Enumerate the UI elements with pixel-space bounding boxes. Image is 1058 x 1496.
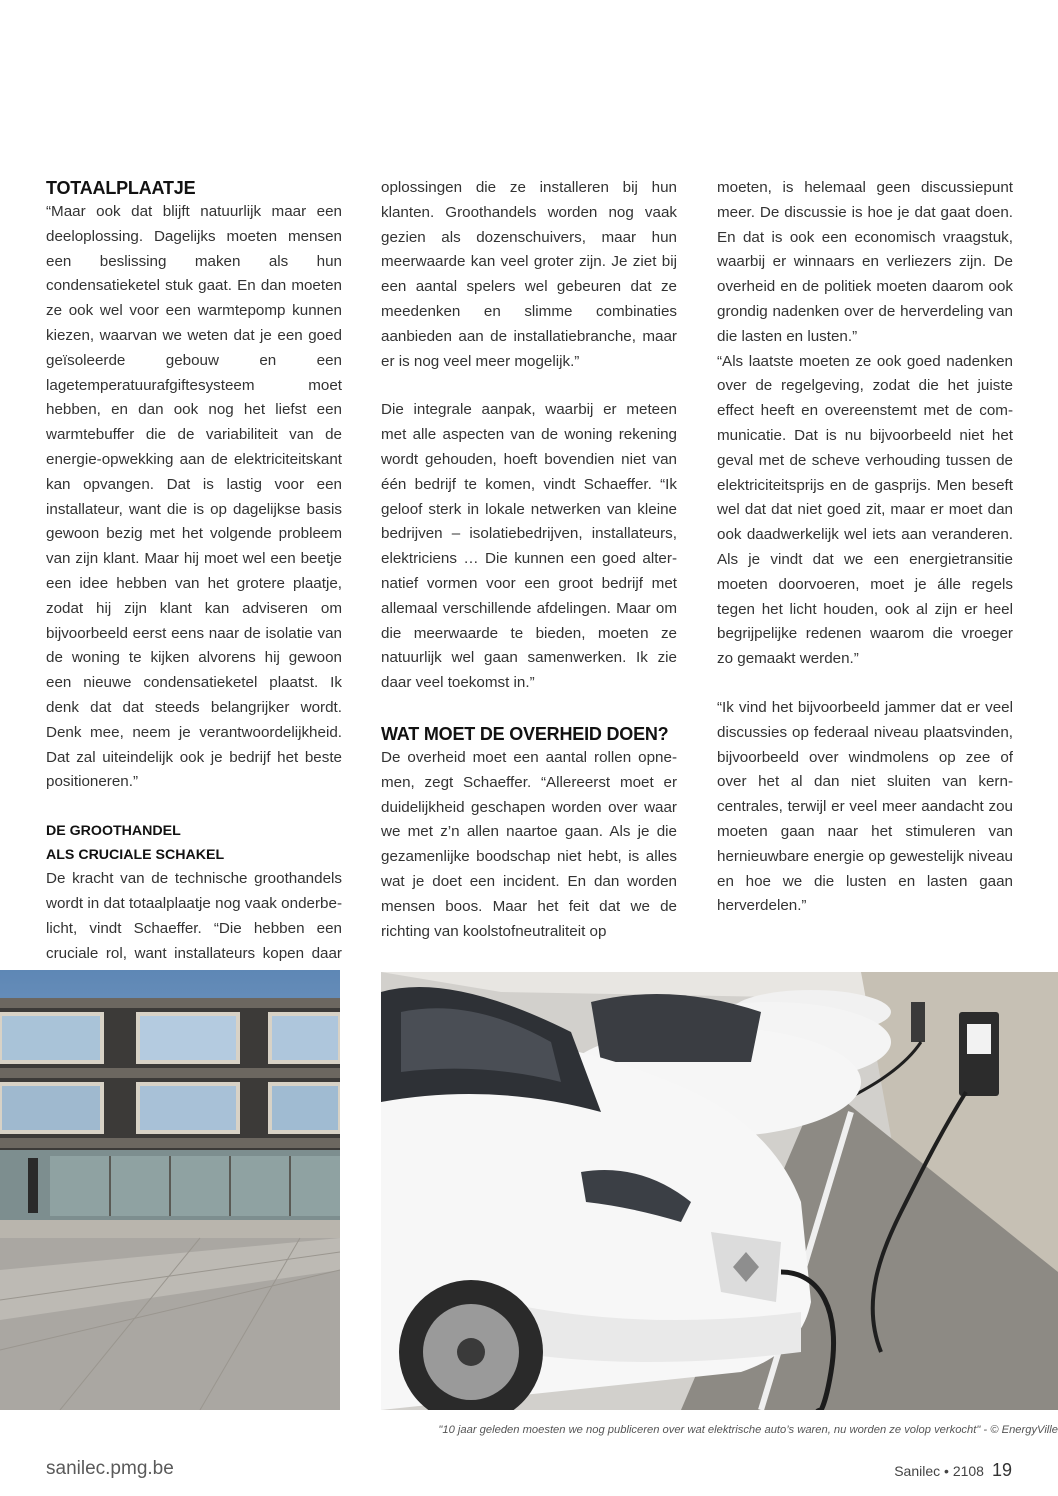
paragraph: “Als laatste moeten ze ook goed nadenken over de regelgeving, zodat die het juiste effect heeft en overeenstemt met de communicatie. Dat is nu bijvoorbeeld niet het geval met de scheve verhouding tussen de elektriciteitsprijs en de gasprijs. Men beseft wel dat dat niet goed zit, maar er moet dan ook daadwerkelijk wel iets aan veranderen. Als je vindt dat we een energietransitie moeten doorvoeren, moet je álle regels tegen het licht houden, ook al zijn er heel begrijpelijke redenen waarom die vroeger zo gemaakt werden.” <box>717 352 1013 668</box>
page-number: 19 <box>991 1460 1012 1480</box>
heading-overheid: WAT MOET DE OVERHEID DOEN? <box>381 723 669 744</box>
heading-totaalplaatje: TOTAALPLAATJE <box>46 178 196 198</box>
paragraph: Die integrale aanpak, waarbij er meteen met alle aspecten van de woning rekening wordt gehouden, hoeft bovendien niet van één bedrijf te komen, vindt Schaeffer. “Ik geloof sterk in lokale netwerken van kleine bedrijven – isolatiebedrijven, installateurs, elektriciens … Die kunnen een goed alternatief vormen voor een groot bedrijf met allemaal verschillende afdelingen. Maar om die meerwaarde te bieden, moeten ze natuurlijk wel gaan samenwerken. Ik zie daar veel toekomst in.” <box>381 401 677 692</box>
subheading-groothandel-2: ALS CRUCIALE SCHAKEL <box>46 847 225 864</box>
column-1 <box>46 176 342 991</box>
column-2 <box>381 176 677 944</box>
paragraph: “Ik vind het bijvoorbeeld jammer dat er veel discussies op federaal niveau plaatsvinden, bijvoorbeeld over windmolens op zee of over het al dan niet sluiten van kerncentrales, terwijl er veel meer aandacht zou moeten gaan naar het stimuleren van hernieuwbare energie op gewestelijk niveau en hoe we die lusten en lasten gaan herverdelen.” <box>717 698 1013 915</box>
paragraph: oplossingen die ze installeren bij hun klanten. Groothandels worden nog vaak gezien als dozenschuivers, maar hun meerwaarde kan veel groter zijn. Je ziet bij een aantal spelers wel gebeuren dat ze meedenken en slimme combinaties aanbieden aan de installatiebranche, maar er is nog veel meer mogelijk.” <box>381 179 677 370</box>
building-photo <box>0 970 340 1410</box>
issue-label: Sanilec • 2108 <box>894 1463 984 1479</box>
electric-cars-photo <box>381 972 1058 1410</box>
paragraph: De kracht van de technische groothandels wordt in dat totaalplaatje nog vaak onderbelicht, vindt Schaeffer. “Die hebben een cruciale rol, want installateurs kopen daar <box>46 870 342 962</box>
paragraph: moeten, is helemaal geen discussiepunt meer. De discussie is hoe je dat gaat doen. En dat is ook een economisch vraagstuk, waarbij er winnaars en verliezers zijn. De overheid en de politiek moeten daarom ook grondig nadenken over de herverdeling van die lasten en lusten.” <box>717 179 1013 345</box>
subheading-groothandel-1: DE GROOTHANDEL <box>46 823 181 840</box>
paragraph: “Maar ook dat blijft natuurlijk maar een deeloplossing. Dagelijks moeten mensen een beslissing maken als hun condensatieketel stuk gaat. En dan moeten ze ook wel voor een warmtepomp kunnen kiezen, waarvan we weten dat je een goed geïsoleerde gebouw en een lagetemperatuurafgiftesysteem moet hebben, en dan ook nog het liefst een warmtebuffer die de variabiliteit van de energie-opwekking aan de elektriciteitskant kan opvangen. Dat is lastig voor een installateur, want die is op dagelijkse basis gewoon bezig met het volgende probleem van zijn klant. Maar hij moet wel een beetje een idee hebben van het grotere plaatje, zodat hij zijn klant kan adviseren om bijvoorbeeld eerst eens naar de isolatie van de woning te kijken alvorens hij gewoon een nieuwe condensatieketel plaatst. Ik denk dat dat steeds belangrijker wordt. Denk mee, neem je verantwoordelijkheid. Dat zal uiteindelijk ook je bedrijf het beste positioneren.” <box>46 203 342 791</box>
footer-website: sanilec.pmg.be <box>46 1458 174 1479</box>
photo-caption: "10 jaar geleden moesten we nog publiceren over wat elektrische auto’s waren, nu worden ze volop verkocht" - © EnergyVille <box>438 1424 1058 1436</box>
paragraph: De overheid moet een aantal rollen opnemen, zegt Schaeffer. “Allereerst moet er duidelijkheid geschapen worden over waar we met z’n allen naartoe gaan. Als je die gezamenlijke boodschap niet hebt, is alles wat je doet een incident. En dan worden mensen boos. Maar het feit dat we de richting van koolstofneutraliteit op <box>381 748 677 940</box>
column-3 <box>717 176 1013 919</box>
footer-issue <box>894 1460 1012 1481</box>
